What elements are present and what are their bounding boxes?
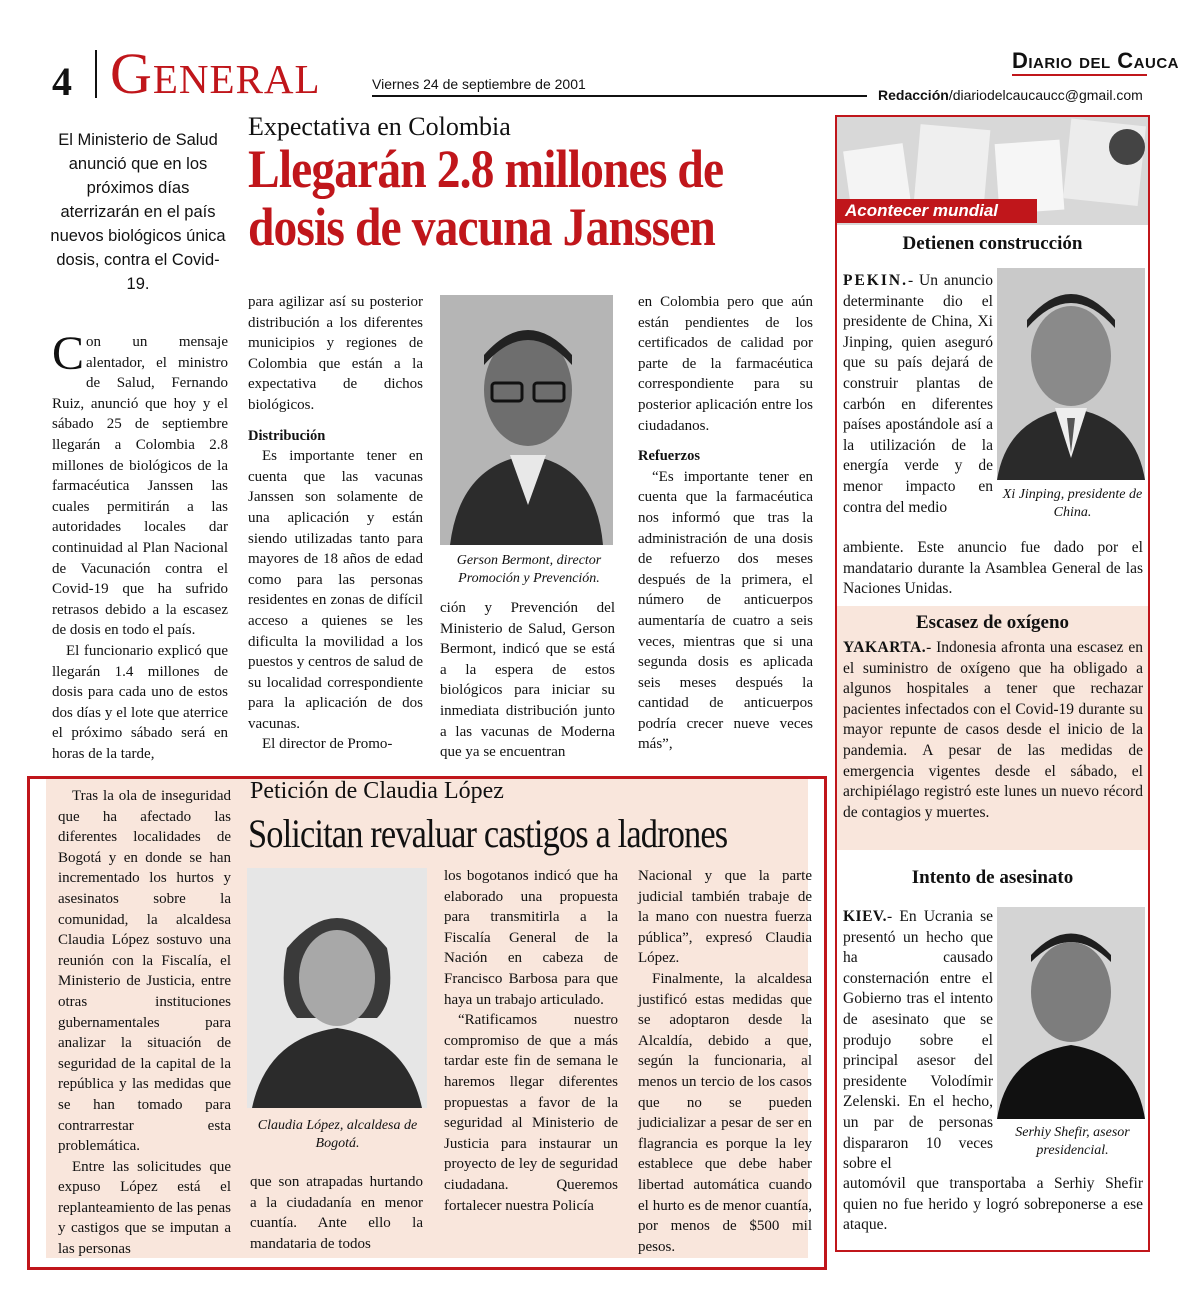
claudia-lopez-photo	[247, 868, 427, 1108]
main-col4-p1: en Colombia pero que aún están pendientes de los certificados de calidad por parte de la farmacéutica correspondiente para su posterior aplicación entre los ciudadanos.	[638, 294, 813, 434]
dateline-pekin: PEKIN.	[843, 272, 908, 289]
main-summary: El Ministerio de Salud anunció que en los próximos días aterrizarán en el país nuevos biológicos única dosis, contra el Covid-19.	[50, 131, 226, 293]
main-column-3	[440, 598, 615, 763]
sidebar-item3-title: Intento de asesinato	[911, 867, 1074, 888]
main-col3-p1: ción y Prevención del Ministerio de Salud, Gerson Bermont, indicó que se está a la espera de estos biológicos para iniciar su inmediata distribución junto a las vacunas de Moderna que ya se encuentran	[440, 600, 615, 761]
box-col4-p2: Finalmente, la alcaldesa justificó estas medidas que se adoptaron desde la Alcaldía, debido a que, según la funcionaria, al menos un tercio de los casos que no se pueden judicializar a pesar de ser en flagrancia es porque la ley establece que debe haber libertad automática cuando el hurto es de menor cuantía, por menos de $500 mil pesos.	[638, 970, 812, 1255]
subhead-distribucion: Distribución	[248, 427, 326, 444]
box-column-4	[638, 866, 812, 1257]
main-col2-p3: El director de Promo-	[262, 736, 393, 753]
shefir-photo	[997, 907, 1145, 1119]
main-column-2	[248, 292, 423, 755]
sidebar-item2-title: Escasez de oxígeno	[915, 612, 1070, 633]
contact-email[interactable]: /diariodelcaucaucc@gmail.com	[948, 87, 1143, 103]
contact-label: Redacción	[878, 87, 949, 103]
xi-jinping-photo	[997, 268, 1145, 480]
dropcap: C	[52, 327, 85, 380]
header-divider	[95, 50, 97, 98]
bermont-caption: Gerson Bermont, director Promoción y Prevención.	[456, 553, 602, 586]
dateline-yakarta: YAKARTA.	[843, 639, 927, 656]
main-col1-p1: Con un mensaje alentador, el ministro de Salud, Fernando Ruiz, anunció que hoy y el sábado 25 de septiembre llegarán a Colombia 2.8 millones de biológicos de la farmacéutica Janssen las cuales permitirán a las autoridades locales dar continuidad al Plan Nacional de Vacunación contra el Covid-19 que ha sufrido retrasos debido a la escasez de dosis en todo el país.	[52, 327, 228, 639]
main-col2-p1: para agilizar así su posterior distribución a los diferentes municipios y regiones de Colombia que están a la expectativa de dichos biológicos.	[248, 294, 423, 413]
box-col3-p2: “Ratificamos nuestro compromiso de que a más tardar este fin de semana le haremos llegar diferentes propuestas a favor de la seguridad al Ministerio de Justicia para instaurar un proyecto de ley de seguridad ciudadana. Queremos fortalecer nuestra Policía	[444, 1012, 618, 1214]
contact-line	[878, 87, 1143, 103]
dateline-kiev: KIEV.	[843, 908, 887, 925]
shefir-caption: Serhiy Shefir, asesor presidencial.	[1015, 1125, 1130, 1158]
box-col1-p1: Tras la ola de inseguridad que ha afectado las diferentes localidades de Bogotá y en donde se han incrementado los hurtos y asesinatos sobre la comunidad, la alcaldesa Claudia López sostuvo una reunión con la Fiscalía, el Ministerio de Justicia, entre otras instituciones gubernamentales para analizar la situación de seguridad de la capital de la república y las medidas que se han tomado para contrarrestar esta problemática.	[58, 788, 231, 1155]
main-col4-p2: “Es importante tener en cuenta que la farmacéutica nos informó que tras la administración de una dosis de refuerzo dos meses después de la primera, el número de anticuerpos aumentaría de cuatro a seis veces, mientras que si una segunda dosis es aplicada seis meses después la cantidad de anticuerpos podría crecer nueve veces más”,	[638, 468, 813, 753]
box-headline: Solicitan revaluar castigos a ladrones	[248, 811, 728, 856]
sidebar-item2-text: - Indonesia afronta una escasez en el suministro de oxígeno que ha obligado a algunos hospitales a tener que rechazar pacientes infectados con el Covid-19 durante su mayor repunte de casos desde el inicio de la pandemia. A pesar de las medidas de emergencia vigentes desde el sábado, el archipiélago registró este lunes un nuevo récord de contagios y muertes.	[843, 639, 1143, 821]
main-column-4	[638, 292, 813, 755]
sidebar-item3-body-bottom: automóvil que transportaba a Serhiy Shefir quien no fue herido y logró sobreponerse a ese ataque.	[843, 1175, 1143, 1234]
section-title: General	[110, 41, 321, 106]
box-column-2	[250, 1172, 423, 1254]
box-col1-p2: Entre las solicitudes que expuso López está el replanteamiento de las penas y castigos que se imputan a las personas	[58, 1158, 231, 1258]
issue-date: Viernes 24 de septiembre de 2001	[372, 76, 586, 92]
sidebar-item3-text-part1: - En Ucrania se presentó un hecho que ha causado consternación entre el Gobierno tras el intento de asesinato que se produjo sobre el principal asesor del presidente Volodímir Zelenski. En el hecho, un par de personas dispararon 10 veces sobre el	[843, 908, 993, 1173]
box-col3-p1: los bogotanos indicó que ha elaborado una propuesta para transmitirla a la Fiscalía General de la Nación en cabeza de Francisco Barbosa para que haya un trabajo articulado.	[444, 868, 618, 1008]
bermont-photo	[440, 295, 613, 545]
main-col2-p2: Es importante tener en cuenta que las vacunas Janssen son solamente de una aplicación y están siendo utilizadas tanto para mayores de 18 años de edad como para las personas residentes en zonas de difícil acceso a quienes se les dificulta la movilidad a los puestos y centros de salud de su localidad correspondiente para la aplicación de dos vacunas.	[248, 448, 423, 732]
sidebar-item1-body-top	[843, 271, 993, 518]
sidebar-item1-text-part1: - Un anuncio determinante dio el presidente de China, Xi Jinping, quien aseguró que su país dejará de construir plantas de carbón en diferentes países apostándole así a la utilización de la energía verde y de menor impacto en contra del medio	[843, 272, 993, 516]
main-kicker: Expectativa en Colombia	[248, 112, 511, 141]
box-column-1	[58, 786, 231, 1260]
sidebar-item1-body-bottom: ambiente. Este anuncio fue dado por el mandatario durante la Asamblea General de las Naciones Unidas.	[843, 539, 1143, 598]
claudia-lopez-caption: Claudia López, alcaldesa de Bogotá.	[257, 1118, 418, 1151]
sidebar-banner-label: Acontecer mundial	[837, 199, 1037, 223]
masthead-rule	[1012, 74, 1147, 76]
subhead-refuerzos: Refuerzos	[638, 448, 701, 465]
main-headline: Llegarán 2.8 millones de dosis de vacuna Janssen	[248, 139, 724, 257]
box-column-3	[444, 866, 618, 1216]
sidebar-item3-body-top	[843, 907, 993, 1175]
page-number: 4	[52, 59, 72, 104]
box-col4-p1: Nacional y que la parte judicial también trabaje de la mano con nuestra fuerza pública”, expresó Claudia López.	[638, 868, 812, 967]
box-col2-p1: que son atrapadas hurtando a la ciudadanía en menor cuantía. Ante ello la mandataria de todos	[250, 1174, 423, 1252]
main-col1-p2: El funcionario explicó que llegarán 1.4 millones de dosis para cada uno de estos dos días y el lote que aterrice el próximo sábado será en horas de la tarde,	[52, 642, 228, 762]
masthead: Diario del Cauca	[1012, 48, 1179, 73]
sidebar-item1-title: Detienen construcción	[902, 233, 1083, 254]
box-kicker: Petición de Claudia López	[250, 778, 504, 804]
sidebar-item2-body	[843, 638, 1143, 823]
header-rule	[372, 95, 867, 97]
xi-jinping-caption: Xi Jinping, presidente de China.	[1002, 487, 1143, 520]
main-column-1	[52, 327, 228, 764]
